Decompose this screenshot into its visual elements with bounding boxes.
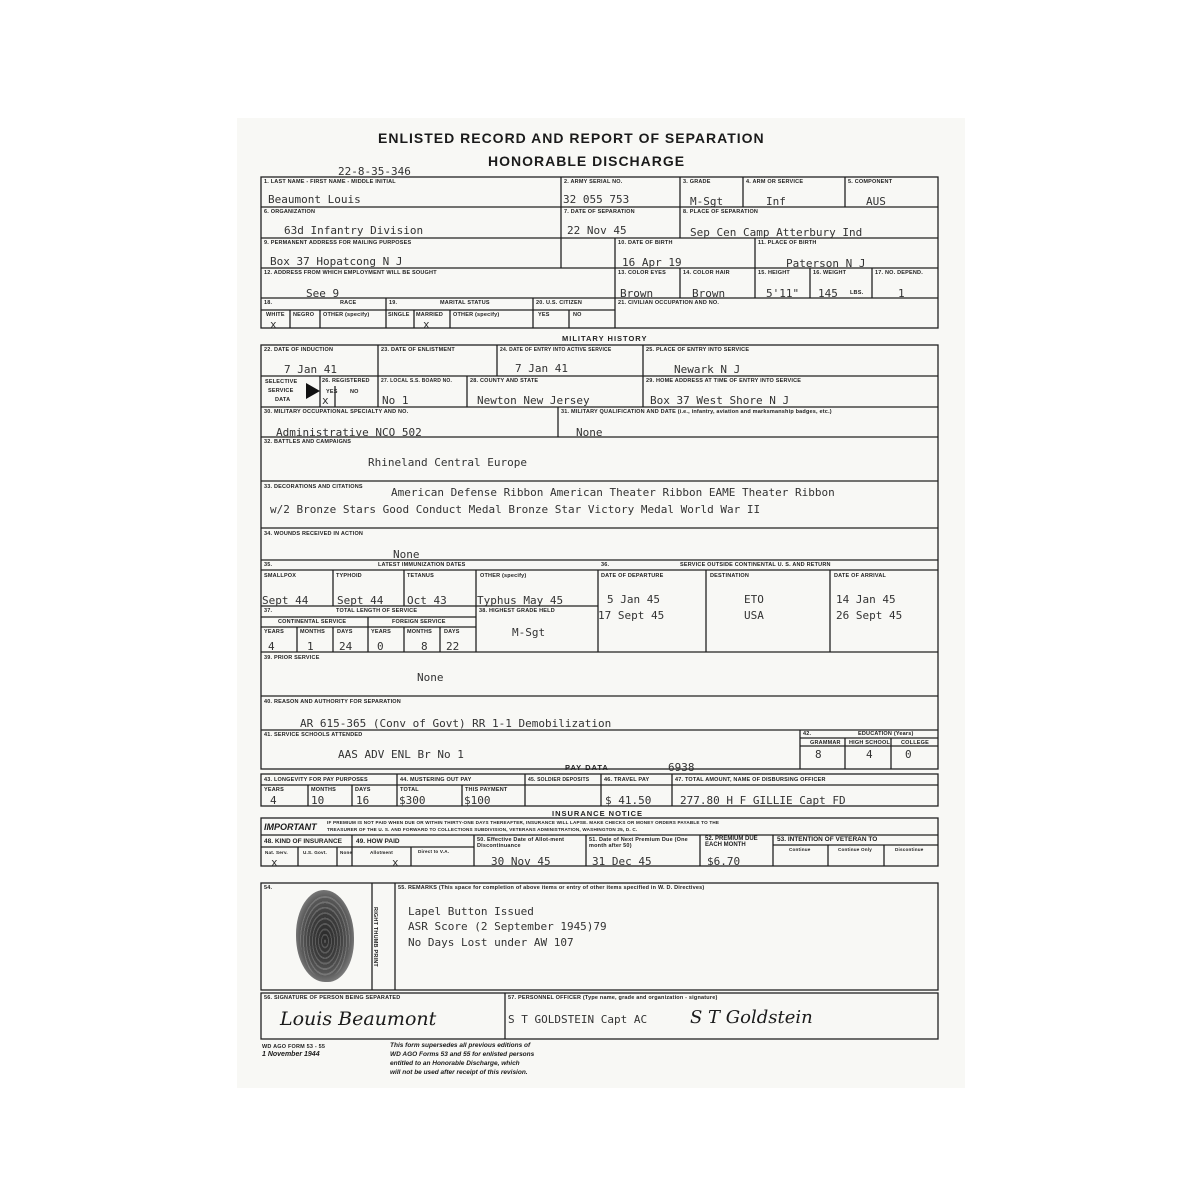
supersede-note-line4: will not be used after receipt of this revision. (390, 1069, 528, 1076)
label-name: 1. LAST NAME - FIRST NAME - MIDDLE INITIAL (264, 179, 396, 185)
supersede-note-line3: entitled to an Honorable Discharge, which (390, 1060, 520, 1067)
value-registered-mark: x (322, 394, 329, 407)
value-married-mark: x (423, 318, 430, 331)
label-hair: 14. COLOR HAIR (683, 270, 730, 276)
value-name: Beaumont Louis (268, 193, 361, 206)
label-arrival: DATE OF ARRIVAL (834, 573, 887, 579)
label-tetanus: TETANUS (407, 573, 434, 579)
value-wounds: None (393, 548, 420, 561)
label-long-months: MONTHS (311, 787, 337, 793)
label-yes: YES (538, 312, 550, 318)
value-departure-1: 5 Jan 45 (607, 593, 660, 606)
value-nat-serv-mark: x (271, 856, 278, 869)
label-employment-address: 12. ADDRESS FROM WHICH EMPLOYMENT WILL BE SOUGHT (264, 270, 437, 276)
label-other-race: OTHER (specify) (323, 312, 370, 318)
label-mop-payment: THIS PAYMENT (465, 787, 508, 793)
value-component: AUS (866, 195, 886, 208)
value-entry-active: 7 Jan 41 (515, 362, 568, 375)
value-board: No 1 (382, 394, 409, 407)
insurance-warning-line2: TREASURER OF THE U. S. AND FORWARD TO COLLECTIONS SUBDIVISION, VETERANS ADMINISTRATION, WASHINGTON 25, D. C. (327, 827, 638, 832)
label-for-days: DAYS (444, 629, 460, 635)
label-discontinue: Discontinue (895, 847, 924, 852)
value-remark-3: No Days Lost under AW 107 (408, 936, 574, 949)
value-dependents: 1 (898, 287, 905, 300)
label-none-insurance: None (340, 850, 353, 855)
label-entry-active: 24. DATE OF ENTRY INTO ACTIVE SERVICE (500, 347, 612, 353)
form-subtitle: HONORABLE DISCHARGE (488, 153, 686, 169)
signature-separated-person: Louis Beaumont (280, 1008, 437, 1030)
value-allotment-disc: 30 Nov 45 (491, 855, 551, 868)
label-lbs: LBS. (850, 290, 864, 296)
label-us-govt: U.S. Govt. (303, 850, 327, 855)
value-tetanus: Oct 43 (407, 594, 447, 607)
label-marital: MARITAL STATUS (440, 300, 490, 306)
label-negro: NEGRO (293, 312, 315, 318)
label-selective: SELECTIVE (265, 379, 298, 385)
label-reg-no: NO (350, 389, 359, 395)
label-soldier-deposits: 45. SOLDIER DEPOSITS (528, 777, 590, 783)
label-single: SINGLE (388, 312, 410, 318)
label-college: COLLEGE (901, 740, 929, 746)
label-high-school: HIGH SCHOOL (849, 740, 891, 746)
value-reason: AR 615-365 (Conv of Govt) RR 1-1 Demobilization (300, 717, 612, 730)
label-enlistment: 23. DATE OF ENLISTMENT (381, 347, 455, 353)
label-qualification: 31. MILITARY QUALIFICATION AND DATE (i.e., infantry, aviation and marksmanship badges, etc.) (561, 409, 832, 415)
value-departure-2: 17 Sept 45 (598, 609, 665, 622)
value-high-school: 4 (866, 748, 873, 761)
value-employment-address: See 9 (306, 287, 340, 300)
insurance-warning-line1: IF PREMIUM IS NOT PAID WHEN DUE OR WITHIN THIRTY-ONE DAYS THEREAFTER, INSURANCE WILL LAPSE. MAKE CHECKS OR MONEY ORDERS PAYABLE TO THE (327, 820, 720, 825)
value-pob: Paterson N J (786, 257, 866, 270)
supersede-note-line1: This form supersedes all previous editions of (390, 1042, 531, 1049)
label-induction: 22. DATE OF INDUCTION (264, 347, 334, 353)
label-next-premium: 51. Date of Next Premium Due (One month after 50) (589, 837, 688, 849)
file-number: 22-8-35-346 (338, 165, 411, 178)
label-continue-only: Continue Only (838, 847, 872, 852)
label-serial: 2. ARMY SERIAL NO. (564, 179, 623, 185)
label-organization: 6. ORGANIZATION (264, 209, 316, 215)
label-intention: 53. INTENTION OF VETERAN TO (777, 836, 878, 843)
value-arrival-1: 14 Jan 45 (836, 593, 896, 606)
value-mop-payment: $100 (464, 794, 491, 807)
value-long-months: 10 (311, 794, 325, 807)
value-typhoid: Sept 44 (337, 594, 384, 607)
label-long-years: YEARS (264, 787, 284, 793)
label-foreign: FOREIGN SERVICE (392, 619, 446, 625)
value-dob: 16 Apr 19 (622, 256, 682, 269)
value-remark-2: ASR Score (2 September 1945)79 (408, 920, 607, 933)
label-prior-service: 39. PRIOR SERVICE (264, 655, 320, 661)
label-18: 18. (264, 300, 273, 306)
label-board: 27. LOCAL S.S. BOARD NO. (381, 378, 453, 384)
label-19: 19. (389, 300, 398, 306)
value-county: Newton New Jersey (477, 394, 590, 407)
value-highest-grade: M-Sgt (512, 626, 546, 639)
value-schools: AAS ADV ENL Br No 1 (338, 748, 464, 761)
label-home-address: 29. HOME ADDRESS AT TIME OF ENTRY INTO SERVICE (646, 378, 802, 384)
label-dependents: 17. NO. DEPEND. (875, 270, 923, 276)
value-decorations-line2: w/2 Bronze Stars Good Conduct Medal Bronze Star Victory Medal World War II (270, 503, 761, 516)
label-wounds: 34. WOUNDS RECEIVED IN ACTION (264, 531, 364, 537)
value-long-years: 4 (270, 794, 277, 807)
supersede-note-line2: WD AGO Forms 53 and 55 for enlisted persons (390, 1051, 535, 1058)
value-other-immun: Typhus May 45 (477, 594, 564, 607)
label-smallpox: SMALLPOX (264, 573, 297, 579)
label-registered: 26. REGISTERED (322, 378, 370, 384)
label-married: MARRIED (416, 312, 444, 318)
label-other-marital: OTHER (specify) (453, 312, 500, 318)
label-allotment: Allotment (370, 850, 393, 855)
label-allotment-disc: 50. Effective Date of Allot-ment Discontinuance (477, 837, 565, 849)
label-36: 36. (601, 562, 610, 568)
label-address: 9. PERMANENT ADDRESS FOR MAILING PURPOSES (264, 240, 412, 246)
value-decorations-line1: American Defense Ribbon American Theater Ribbon EAME Theater Ribbon (391, 486, 835, 499)
pay-data-heading: PAY DATA (565, 763, 609, 772)
value-cont-years: 4 (268, 640, 275, 653)
label-long-days: DAYS (355, 787, 371, 793)
label-arm: 4. ARM OR SERVICE (746, 179, 804, 185)
form-title: ENLISTED RECORD AND REPORT OF SEPARATION (378, 130, 765, 146)
label-date-separation: 7. DATE OF SEPARATION (564, 209, 635, 215)
label-education: EDUCATION (Years) (858, 731, 914, 737)
insurance-notice-heading: INSURANCE NOTICE (552, 809, 644, 818)
label-immunization: LATEST IMMUNIZATION DATES (378, 562, 466, 568)
value-for-years: 0 (377, 640, 384, 653)
label-total-amount: 47. TOTAL AMOUNT, NAME OF DISBURSING OFFICER (675, 777, 826, 783)
value-organization: 63d Infantry Division (284, 224, 424, 237)
signature-personnel-officer: S T Goldstein (690, 1007, 813, 1028)
label-mop-total: TOTAL (400, 787, 419, 793)
label-component: 5. COMPONENT (848, 179, 893, 185)
label-premium-due: 52. PREMIUM DUE EACH MONTH (705, 836, 758, 848)
label-occupation: 21. CIVILIAN OCCUPATION AND NO. (618, 300, 720, 306)
value-for-months: 8 (421, 640, 428, 653)
label-entry-place: 25. PLACE OF ENTRY INTO SERVICE (646, 347, 750, 353)
label-place-separation: 8. PLACE OF SEPARATION (683, 209, 759, 215)
label-cont-days: DAYS (337, 629, 353, 635)
label-reason: 40. REASON AND AUTHORITY FOR SEPARATION (264, 699, 401, 705)
value-height: 5'11" (766, 287, 800, 300)
label-no: NO (573, 312, 582, 318)
label-citizen: 20. U.S. CITIZEN (536, 300, 582, 306)
label-grade: 3. GRADE (683, 179, 711, 185)
label-continental: CONTINENTAL SERVICE (278, 619, 347, 625)
value-eyes: Brown (620, 287, 654, 300)
value-hair: Brown (692, 287, 726, 300)
value-grade: M-Sgt (690, 195, 724, 208)
label-35: 35. (264, 562, 273, 568)
label-cont-years: YEARS (264, 629, 284, 635)
label-right-thumb-print: RIGHT THUMB PRINT (371, 907, 378, 967)
label-mos: 30. MILITARY OCCUPATIONAL SPECIALTY AND NO. (264, 409, 409, 415)
value-long-days: 16 (356, 794, 370, 807)
label-destination: DESTINATION (710, 573, 750, 579)
label-37: 37. (264, 608, 273, 614)
value-serial: 32 055 753 (563, 193, 630, 206)
label-important: IMPORTANT (264, 822, 317, 832)
value-college: 0 (905, 748, 912, 761)
label-data: DATA (275, 397, 291, 403)
value-place-separation: Sep Cen Camp Atterbury Ind (690, 226, 863, 239)
label-eyes: 13. COLOR EYES (618, 270, 667, 276)
label-continue: Continue (789, 847, 811, 852)
value-allotment-mark: x (392, 856, 399, 869)
label-service: SERVICE (268, 388, 294, 394)
label-signature-separated: 56. SIGNATURE OF PERSON BEING SEPARATED (264, 995, 401, 1001)
label-54: 54. (264, 885, 273, 891)
label-kind-insurance: 48. KIND OF INSURANCE (264, 838, 343, 845)
label-longevity: 43. LONGEVITY FOR PAY PURPOSES (264, 777, 368, 783)
value-battles: Rhineland Central Europe (368, 456, 527, 469)
label-decorations: 33. DECORATIONS AND CITATIONS (264, 484, 363, 490)
value-home-address: Box 37 West Shore N J (650, 394, 790, 407)
value-grammar: 8 (815, 748, 822, 761)
value-personnel-officer: S T GOLDSTEIN Capt AC (508, 1013, 648, 1026)
value-next-premium: 31 Dec 45 (592, 855, 652, 868)
label-county: 28. COUNTY AND STATE (470, 378, 539, 384)
value-arm: Inf (766, 195, 786, 208)
value-premium-due: $6.70 (707, 855, 741, 868)
label-for-months: MONTHS (407, 629, 433, 635)
label-nat-serv: Nat. Serv. (265, 850, 288, 855)
value-date-separation: 22 Nov 45 (567, 224, 627, 237)
label-cont-months: MONTHS (300, 629, 326, 635)
label-weight: 16. WEIGHT (813, 270, 847, 276)
value-address: Box 37 Hopatcong N J (270, 255, 403, 268)
form-number: WD AGO FORM 53 - 55 (262, 1044, 326, 1050)
value-smallpox: Sept 44 (262, 594, 309, 607)
label-other-immun: OTHER (specify) (480, 573, 527, 579)
label-white: WHITE (266, 312, 285, 318)
label-how-paid: 49. HOW PAID (356, 838, 400, 845)
label-mustering-pay: 44. MUSTERING OUT PAY (400, 777, 472, 783)
label-travel-pay: 46. TRAVEL PAY (604, 777, 650, 783)
label-direct-va: Direct to V.A. (418, 849, 450, 854)
label-schools: 41. SERVICE SCHOOLS ATTENDED (264, 732, 363, 738)
label-reg-yes: YES (326, 389, 338, 395)
value-white-mark: x (270, 318, 277, 331)
value-destination-2: USA (744, 609, 764, 622)
value-remark-1: Lapel Button Issued (408, 905, 534, 918)
label-highest-grade: 38. HIGHEST GRADE HELD (479, 608, 555, 614)
value-mos: Administrative NCO 502 (276, 426, 422, 439)
military-history-heading: MILITARY HISTORY (562, 334, 648, 343)
value-for-days: 22 (446, 640, 460, 653)
label-dob: 10. DATE OF BIRTH (618, 240, 673, 246)
label-pob: 11. PLACE OF BIRTH (758, 240, 817, 246)
label-typhoid: TYPHOID (336, 573, 362, 579)
value-cont-months: 1 (307, 640, 314, 653)
value-arrival-2: 26 Sept 45 (836, 609, 903, 622)
thumb-print-ridges (300, 896, 350, 978)
value-total-amount: 277.80 H F GILLIE Capt FD (680, 794, 846, 807)
label-remarks: 55. REMARKS (This space for completion of above items or entry of other items specified in W. D. Directives) (398, 885, 705, 891)
form-date: 1 November 1944 (262, 1051, 320, 1058)
value-mop-total: $300 (399, 794, 426, 807)
label-departure: DATE OF DEPARTURE (601, 573, 664, 579)
value-prior-service: None (417, 671, 444, 684)
value-weight: 145 (818, 287, 838, 300)
label-race: RACE (340, 300, 357, 306)
value-entry-place: Newark N J (674, 363, 741, 376)
label-battles: 32. BATTLES AND CAMPAIGNS (264, 439, 352, 445)
label-height: 15. HEIGHT (758, 270, 790, 276)
value-pay-reference: 6938 (668, 761, 695, 774)
label-outside-service: SERVICE OUTSIDE CONTINENTAL U. S. AND RETURN (680, 562, 831, 568)
value-cont-days: 24 (339, 640, 353, 653)
value-travel-pay: $ 41.50 (605, 794, 652, 807)
value-qualification: None (576, 426, 603, 439)
label-for-years: YEARS (371, 629, 391, 635)
label-personnel-officer: 57. PERSONNEL OFFICER (Type name, grade and organization - signature) (508, 995, 718, 1001)
value-destination-1: ETO (744, 593, 764, 606)
value-induction: 7 Jan 41 (284, 363, 337, 376)
label-grammar: GRAMMAR (810, 740, 841, 746)
label-total-length: TOTAL LENGTH OF SERVICE (336, 608, 418, 614)
label-42: 42. (803, 731, 812, 737)
